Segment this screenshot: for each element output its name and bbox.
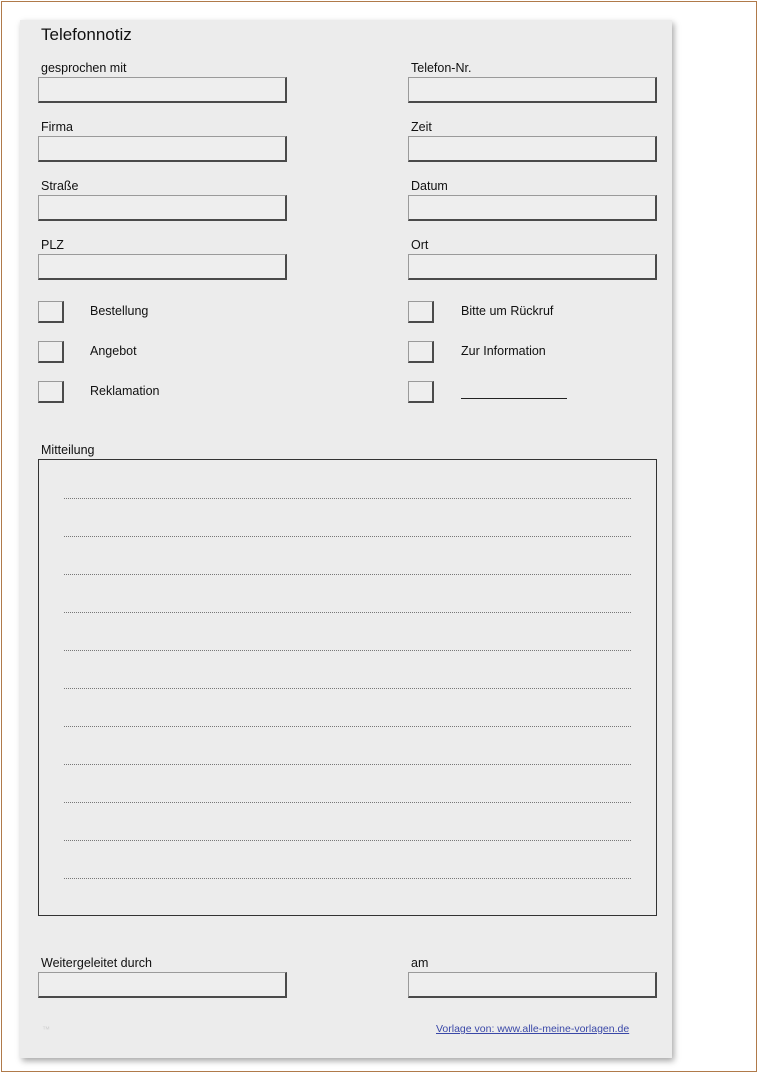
page-frame: [1, 1, 757, 1072]
form-title: Telefonnotiz: [41, 25, 132, 44]
footer-mark: ™: [42, 1025, 50, 1034]
mitteilung-box[interactable]: [38, 459, 657, 916]
writing-line: [64, 536, 631, 537]
other-checkbox[interactable]: [408, 381, 434, 403]
gesprochen-mit-label: gesprochen mit: [41, 61, 127, 75]
firma-label: Firma: [41, 120, 73, 134]
angebot-label: Angebot: [90, 344, 137, 358]
am-field[interactable]: [408, 972, 657, 998]
bestellung-label: Bestellung: [90, 304, 149, 318]
zeit-label: Zeit: [411, 120, 432, 134]
weitergeleitet-label: Weitergeleitet durch: [41, 956, 152, 970]
mitteilung-label: Mitteilung: [41, 443, 95, 457]
writing-line: [64, 726, 631, 727]
writing-line: [64, 650, 631, 651]
datum-label: Datum: [411, 179, 448, 193]
reklamation-label: Reklamation: [90, 384, 160, 398]
plz-label: PLZ: [41, 238, 64, 252]
bestellung-checkbox[interactable]: [38, 301, 64, 323]
rueckruf-checkbox[interactable]: [408, 301, 434, 323]
strasse-label: Straße: [41, 179, 79, 193]
writing-line: [64, 612, 631, 613]
other-blank-line[interactable]: [461, 398, 567, 399]
firma-field[interactable]: [38, 136, 287, 162]
writing-line: [64, 802, 631, 803]
am-label: am: [411, 956, 429, 970]
form-sheet: [20, 20, 672, 1058]
writing-line: [64, 574, 631, 575]
angebot-checkbox[interactable]: [38, 341, 64, 363]
information-checkbox[interactable]: [408, 341, 434, 363]
strasse-field[interactable]: [38, 195, 287, 221]
zeit-field[interactable]: [408, 136, 657, 162]
plz-field[interactable]: [38, 254, 287, 280]
ort-field[interactable]: [408, 254, 657, 280]
writing-line: [64, 878, 631, 879]
datum-field[interactable]: [408, 195, 657, 221]
weitergeleitet-field[interactable]: [38, 972, 287, 998]
telefon-nr-label: Telefon-Nr.: [411, 61, 472, 75]
writing-line: [64, 764, 631, 765]
rueckruf-label: Bitte um Rückruf: [461, 304, 554, 318]
writing-line: [64, 840, 631, 841]
telefon-nr-field[interactable]: [408, 77, 657, 103]
reklamation-checkbox[interactable]: [38, 381, 64, 403]
template-source-link[interactable]: Vorlage von: www.alle-meine-vorlagen.de: [436, 1023, 630, 1035]
writing-line: [64, 688, 631, 689]
information-label: Zur Information: [461, 344, 546, 358]
writing-line: [64, 498, 631, 499]
ort-label: Ort: [411, 238, 429, 252]
gesprochen-mit-field[interactable]: [38, 77, 287, 103]
